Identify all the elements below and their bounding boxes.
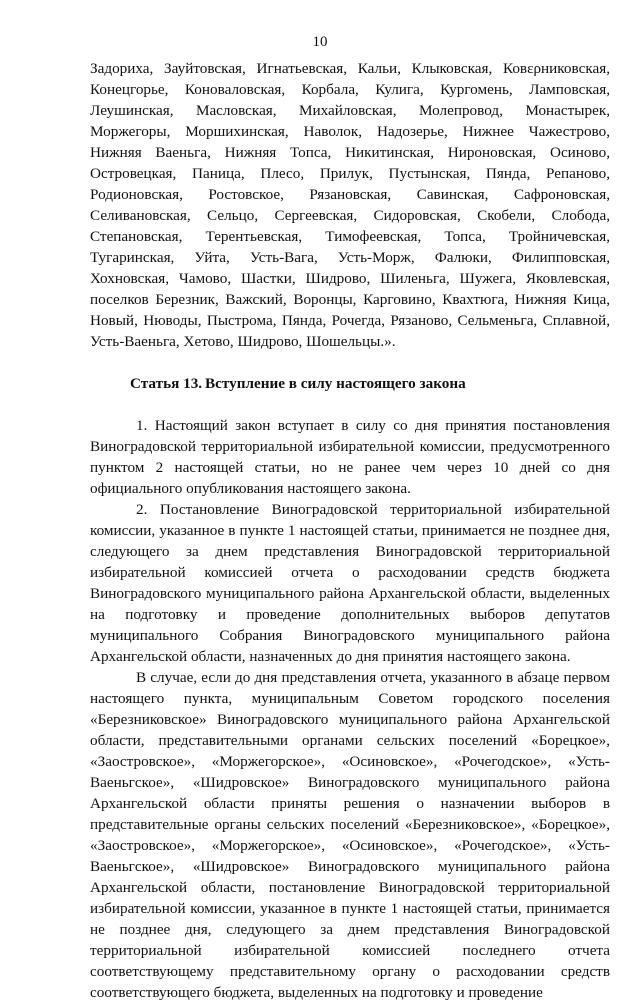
page-number: 10 <box>312 34 328 50</box>
article-number: Статья 13. <box>130 375 203 392</box>
paragraph-1: 1. Настоящий закон вступает в силу со дня принятия постановления Виноградовской территориальной избирательной комиссии, предусмотренного пунктом 2 настоящей статьи, но не ранее чем через 10 дней со дня официального опубликования настоящего закона. <box>90 417 610 497</box>
settlement-list-continuation: Задориха, Зауйтовская, Игнатьевская, Кальи, Клыковская, Ковερниковская, Конецгорье, Коноваловская, Корбала, Кулига, Кургомень, Ламповская, Леушинская, Масловская, Михайловская, Молепровод, Монастырек, Моржегоры, Моршихинская, Наволок, Надозерье, Нижнее Чажестрово, Нижняя Ваеньга, Нижняя Топса, Никитинская, Нироновская, Осиново, Островецкая, Паница, Плесо, Прилук, Пустынская, Пянда, Репаново, Родионовская, Ростовское, Рязановская, Савинская, Сафроновская, Селивановская, Сельцо, Сергеевская, Сидоровская, Скобели, Слобода, Степановская, Терентьевская, Тимофеевская, Топса, Тройничевская, Тугаринская, Уйта, Усть-Вага, Усть-Морж, Фалюки, Филипповская, Хохновская, Чамово, Шастки, Шидрово, Шиленьга, Шужега, Яковлевская, поселков Березник, Важский, Воронцы, Карговино, Квахтюга, Нижняя Кица, Новый, Нюводы, Пыстрома, Пянда, Рочегда, Рязаново, Сельменьга, Сплавной, Усть-Ваеньга, Хетово, Шидрово, Шошельцы.». <box>90 60 610 350</box>
document-body <box>90 58 610 1003</box>
paragraph-3: В случае, если до дня представления отчета, указанного в абзаце первом настоящего пункта, муниципальным Советом городского поселения «Березниковское» Виноградовского муниципального района Архангельской области, представительными органами сельских поселений «Борецкое», «Заостровское», «Моржегорское», «Осиновское», «Рочегодское», «Усть-Ваеньгское», «Шидровское» Виноградовского муниципального района Архангельской области приняты решения о назначении выборов в представительные органы сельских поселений «Березниковское», «Борецкое», «Заостровское», «Моржегорское», «Осиновское», «Рочегодское», «Усть-Ваеньгское», «Шидровское» Виноградовского муниципального района Архангельской области, постановление Виноградовской территориальной избирательной комиссии, указанное в пункте 1 настоящей статьи, принимается не позднее дня, следующего за днем представления Виноградовской территориальной избирательной комиссией последнего отчета соответствующему представительному органу о расходовании средств соответствующего бюджета, выделенных на подготовку и проведение <box>90 669 610 1001</box>
article-title: Вступление в силу настоящего закона <box>205 375 466 392</box>
article-heading <box>130 373 610 394</box>
paragraph-2: 2. Постановление Виноградовской территориальной избирательной комиссии, указанное в пункте 1 настоящей статьи, принимается не позднее дня, следующего за днем представления Виноградовской территориальной избирательной комиссией отчета о расходовании средств бюджета Виноградовского муниципального района Архангельской области, выделенных на подготовку и проведение дополнительных выборов депутатов муниципального Собрания Виноградовского муниципального района Архангельской области, назначенных до дня принятия настоящего закона. <box>90 501 610 665</box>
